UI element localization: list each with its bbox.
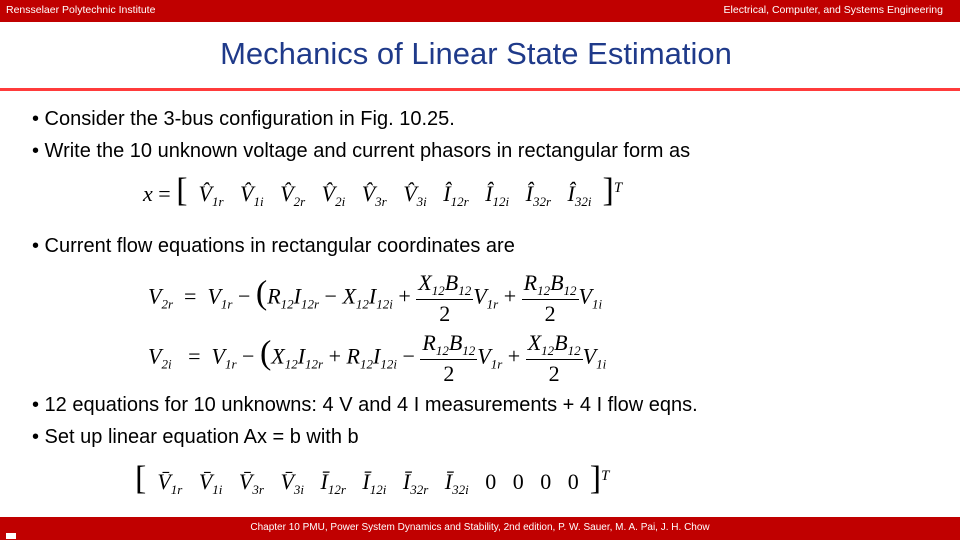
- state-vector-equation: x = [ $V̂_{1r}$ $V̂_{1i}$ $V̂_{2r}$ $V̂_{2i}$ $V̂_{3r}$ $V̂_{3i}$ $Î_{12r}$ $Î_{12i}$ $Î_{32r}$ $Î_{32i}$ ]$^T$: [143, 172, 623, 209]
- bullet-5: • Set up linear equation Ax = b with b: [32, 426, 359, 448]
- current-flow-equation-real: $V_{2r} = V_{1r} - (R_{12}I_{12r} - X_{12}I_{12i}$ + $\frac{X_{12}B_{12}}{2}$ $V_{1r}$ + $\frac{R_{12}B_{12}}{2}$ $V_{1i}$: [148, 270, 603, 326]
- current-flow-equation-imag: $V_{2i} = V_{1r} - (X_{12}I_{12r} + R_{12}I_{12i}$ − $\frac{R_{12}B_{12}}{2}$ $V_{1r}$ + $\frac{X_{12}B_{12}}{2}$ $V_{1i}$: [148, 330, 607, 386]
- b-vector: [ $V̄_{1r}$ $V̄_{1i}$ $V̄_{3r}$ $V̄_{3i}$ $Ī_{12r}$ $Ī_{12i}$ $Ī_{32r}$ $Ī_{32i}$ 0 0 0 0 ]$^T$: [135, 460, 610, 497]
- bullet-3: • Current flow equations in rectangular coordinates are: [32, 235, 515, 257]
- slide-title: Mechanics of Linear State Estimation: [220, 36, 732, 71]
- page-number-marker: [6, 533, 16, 539]
- institution-label: Rensselaer Polytechnic Institute: [6, 4, 156, 16]
- bullet-1: • Consider the 3-bus configuration in Fig. 10.25.: [32, 108, 455, 130]
- bullet-4: • 12 equations for 10 unknowns: 4 V and 4 I measurements + 4 I flow eqns.: [32, 394, 698, 416]
- bullet-2: • Write the 10 unknown voltage and current phasors in rectangular form as: [32, 140, 691, 162]
- title-divider: [0, 88, 960, 91]
- department-label: Electrical, Computer, and Systems Engineering: [723, 4, 943, 16]
- footer-citation: Chapter 10 PMU, Power System Dynamics and Stability, 2nd edition, P. W. Sauer, M. A. Pai, J. H. Chow: [250, 522, 710, 533]
- header-bar: [0, 0, 960, 22]
